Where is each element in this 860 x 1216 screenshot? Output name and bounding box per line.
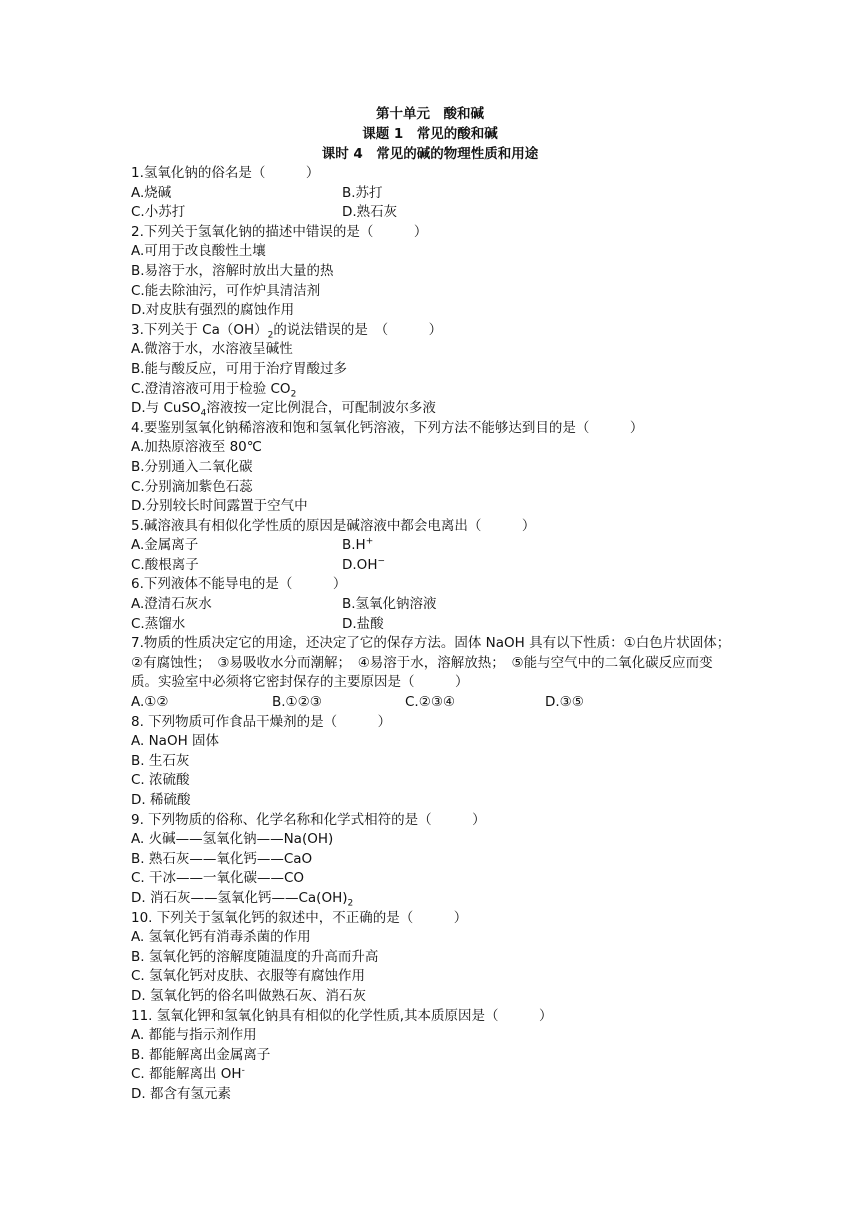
option-a: A.微溶于水，水溶液呈碱性	[131, 341, 293, 358]
option-c: C. 氢氧化钙对皮肤、衣服等有腐蚀作用	[131, 968, 366, 985]
option-d: D. 氢氧化钙的俗名叫做熟石灰、消石灰	[131, 987, 366, 1004]
stem-text: 的说法错误的是 （ ）	[273, 321, 443, 338]
question-7-stem: 7.物质的性质决定它的用途，还决定了它的保存方法。固体 NaOH 具有以下性质：①白色片状固体； ②有腐蚀性； ③易吸收水分而潮解； ④易溶于水，溶解放热； ⑤能与空气中的二氧化碳反应而变质。实验室中必须将它密封保存的主要原因是（ ）	[131, 635, 737, 691]
option-d	[342, 556, 385, 576]
question-2-stem: 2.下列关于氢氧化钠的描述中错误的是（ ）	[131, 223, 428, 240]
subscript: 4	[200, 408, 207, 419]
question-6-options-row2	[131, 615, 731, 635]
option-a: A. 氢氧化钙有消毒杀菌的作用	[131, 929, 311, 946]
question-3-stem	[131, 321, 731, 341]
question-4-stem: 4.要鉴别氢氧化钠稀溶液和饱和氢氧化钙溶液，下列方法不能够达到目的是（ ）	[131, 419, 644, 436]
option-text: 溶液按一定比例混合，可配制波尔多液	[206, 400, 436, 417]
option-c: C.酸根离子	[131, 556, 199, 573]
option-c	[131, 380, 731, 400]
option-b: B. 生石灰	[131, 752, 190, 769]
option-text: D.与 CuSO	[131, 400, 201, 417]
lesson-title: 课时 4 常见的碱的物理性质和用途	[321, 146, 539, 162]
option-a: A. 都能与指示剂作用	[131, 1027, 257, 1044]
option-a: A.澄清石灰水	[131, 596, 212, 613]
superscript: +	[365, 536, 374, 547]
question-5-options-row2	[131, 556, 731, 576]
option-a: A. NaOH 固体	[131, 733, 220, 750]
option-d	[131, 399, 731, 419]
option-a: A.金属离子	[131, 537, 199, 554]
option-d: D.③⑤	[545, 694, 584, 711]
topic-title: 课题 1 常见的酸和碱	[362, 126, 498, 142]
option-c: C.小苏打	[131, 204, 186, 221]
stem-text: 3.下列关于 Ca（OH）	[131, 321, 268, 338]
superscript: -	[241, 1065, 245, 1076]
document-header	[0, 104, 860, 164]
question-11-stem: 11. 氢氧化钾和氢氧化钠具有相似的化学性质,其本质原因是（ ）	[131, 1007, 553, 1024]
option-b: B.易溶于水，溶解时放出大量的热	[131, 262, 334, 279]
option-b: B.分别通入二氧化碳	[131, 458, 253, 475]
option-b: B.能与酸反应，可用于治疗胃酸过多	[131, 360, 348, 377]
question-7-options	[131, 693, 731, 713]
subscript: 2	[347, 898, 354, 909]
question-1-options-row1	[131, 184, 731, 204]
option-b: B. 氢氧化钙的溶解度随温度的升高而升高	[131, 948, 379, 965]
option-d: D.对皮肤有强烈的腐蚀作用	[131, 302, 295, 319]
option-d: D.分别较长时间露置于空气中	[131, 498, 308, 515]
unit-title: 第十单元 酸和碱	[376, 106, 484, 122]
question-6-stem: 6.下列液体不能导电的是（ ）	[131, 576, 347, 593]
option-d	[131, 889, 731, 909]
option-c: C. 干冰——一氧化碳——CO	[131, 870, 305, 887]
option-b	[342, 536, 373, 556]
option-a: A. 火碱——氢氧化钠——Na(OH)	[131, 831, 334, 848]
option-b: B. 都能解离出金属离子	[131, 1046, 271, 1063]
question-list	[131, 164, 737, 1105]
option-b: B.①②③	[272, 694, 322, 711]
option-a: A.①②	[131, 694, 169, 711]
question-6-options-row1	[131, 595, 731, 615]
option-a: A.烧碱	[131, 184, 172, 201]
option-c: C.能去除油污，可作炉具清洁剂	[131, 282, 321, 299]
question-5-options-row1	[131, 536, 731, 556]
option-b: B.氢氧化钠溶液	[342, 596, 437, 613]
option-d: D.盐酸	[342, 615, 384, 632]
option-a: A.可用于改良酸性土壤	[131, 243, 266, 260]
subscript: 2	[290, 389, 297, 400]
option-c	[131, 1065, 731, 1085]
option-text: C. 都能解离出 OH	[131, 1066, 242, 1083]
question-1-options-row2	[131, 203, 731, 223]
question-1-stem: 1.氢氧化钠的俗名是（ ）	[131, 165, 320, 181]
option-b: B. 熟石灰——氧化钙——CaO	[131, 850, 313, 867]
option-a: A.加热原溶液至 80℃	[131, 439, 262, 456]
option-c: C. 浓硫酸	[131, 772, 190, 789]
option-d: D. 稀硫酸	[131, 792, 191, 808]
option-c: C.蒸馏水	[131, 615, 186, 632]
question-5-stem: 5.碱溶液具有相似化学性质的原因是碱溶液中都会电离出（ ）	[131, 517, 536, 534]
option-c: C.②③④	[405, 694, 456, 711]
subscript: 2	[267, 330, 274, 341]
question-8-stem: 8. 下列物质可作食品干燥剂的是（ ）	[131, 713, 392, 730]
superscript: −	[377, 556, 386, 567]
option-d: D.熟石灰	[342, 204, 398, 221]
option-d: D. 都含有氢元素	[131, 1085, 231, 1102]
option-text: D.OH	[342, 556, 378, 573]
option-c: C.分别滴加紫色石蕊	[131, 478, 253, 495]
option-text: B.H	[342, 537, 366, 554]
option-b: B.苏打	[342, 184, 383, 201]
question-9-stem: 9. 下列物质的俗称、化学名称和化学式相符的是（ ）	[131, 811, 486, 828]
option-text: D. 消石灰——氢氧化钙——Ca(OH)	[131, 889, 348, 906]
question-10-stem: 10. 下列关于氢氧化钙的叙述中，不正确的是（ ）	[131, 909, 468, 926]
option-text: C.澄清溶液可用于检验 CO	[131, 380, 291, 397]
